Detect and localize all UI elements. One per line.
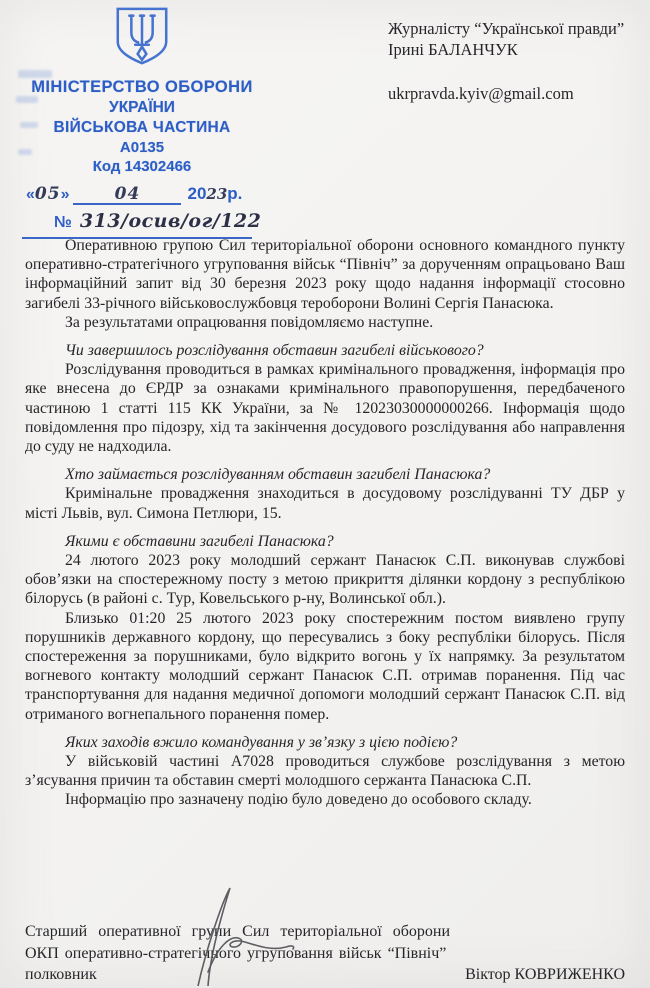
intro-paragraph: За результатами опрацювання повідомляємо наступне. — [65, 313, 434, 331]
stamp-smudge — [16, 96, 38, 103]
stamp-unit-number: А0135 — [119, 139, 165, 156]
month-underline — [73, 185, 181, 205]
stamp-smudge — [20, 122, 38, 128]
answer-paragraph: У військовій частині А7028 проводиться службове розслідування з метою з’ясування причин та обставин смерті молодшого сержанта Панасюка С.П. — [25, 753, 625, 790]
trident-coat-of-arms-icon — [109, 6, 175, 68]
answer-paragraph: Близько 01:20 25 лютого 2023 року спостережним постом виявлено групу порушників державного кордону, що пересувались з боку республіки білорусь. Після спостереження за порушниками, було відкрито вогонь у їх напрямку. За результатом вогневого контакту молодший сержант Панасюк С.П. отримав поранення. Під час транспортування для надання медичної допомоги молодший сержант Панасюк С.П. від отриманого вогнепального поранення помер. — [25, 609, 625, 723]
question-line: Чи завершилось розслідування обставин загибелі військового? — [65, 342, 484, 360]
date-open-quote: « — [26, 186, 35, 203]
date-close-quote: » — [60, 186, 70, 203]
question-line: Хто займається розслідуванням обставин загибелі Панасюка? — [65, 466, 491, 484]
question-line: Якими є обставини загибелі Панасюка? — [65, 532, 334, 550]
handwritten-signature-icon — [168, 886, 318, 986]
signer-name: Віктор КОВРИЖЕНКО — [465, 966, 625, 983]
military-unit-stamp — [16, 4, 268, 239]
intro-paragraph: Оперативною групою Сил територіальної оборони основного командного пункту оперативно-стратегічного угруповання військ “Північ” за дорученням опрацьовано Ваш інформаційний запит від 30 березня 2023 року щодо надання інформації стосовно загибелі 33-річного військовослужбовця тероборони Волині Сергія Панасюка. — [25, 237, 625, 312]
question-line: Яких заходів вжило командування у зв’язку з цією подією? — [65, 733, 458, 751]
handwritten-month: 04 — [114, 184, 141, 204]
handwritten-year: 23 — [206, 185, 228, 203]
answer-paragraph: Розслідування проводиться в рамках кримінального провадження, інформація про яке внесена до ЄРДР за ознаками кримінального правопорушення, передбаченого частиною 1 статті 115 КК України, за № 12023030000000266. Інформація щодо повідомлення про підозру, хід та закінчення досудового розслідування або направлення до суду не надходила. — [25, 361, 625, 456]
year-suffix: р. — [227, 184, 243, 203]
recipient-name: Ірині БАЛАНЧУК — [388, 40, 518, 59]
handwritten-day: 05 — [34, 184, 61, 204]
answer-paragraph: Інформацію про зазначену подію було доведено до особового складу. — [65, 791, 532, 809]
signer-rank: полковник — [25, 966, 97, 983]
stamp-number-row — [16, 210, 268, 237]
stamp-org-line3: ВІЙСЬКОВА ЧАСТИНА — [53, 119, 231, 136]
recipient-email: ukrpravda.kyiv@gmail.com — [388, 84, 574, 103]
printed-year-prefix: 20 — [187, 184, 207, 203]
stamp-org-line1: МІНІСТЕРСТВО ОБОРОНИ — [31, 78, 253, 96]
handwritten-document-number: 313/осив/ог/122 — [79, 210, 262, 232]
answer-paragraph: 24 лютого 2023 року молодший сержант Панасюк С.П. виконував службові обов’язки на спостережному посту з метою прикриття ділянки кордону з республікою білорусь (в районі с. Тур, Ковельського р-ну, Волинської обл.). — [25, 552, 625, 608]
recipient-title: Журналісту “Української правди” — [388, 19, 625, 38]
signer-position-line2: ОКП оперативно-стратегічного угруповання військ “Північ” — [25, 944, 447, 962]
answer-paragraph: Кримінальне провадження знаходиться в досудовому розслідуванні ТУ ДБР у місті Львів, вул. Симона Петлюри, 15. — [25, 485, 625, 522]
stamp-date-row — [16, 184, 268, 209]
letter-body — [25, 236, 625, 810]
stamp-smudge — [18, 149, 32, 155]
number-sign: № — [54, 214, 72, 231]
stamp-smudge — [18, 70, 52, 78]
stamp-org-line2: УКРАЇНИ — [109, 99, 175, 116]
stamp-unit-code: Код 14302466 — [92, 158, 192, 175]
signature-block — [25, 921, 625, 986]
signer-position-line1: Старший оперативної групи Сил територіальної оборони — [25, 923, 451, 940]
recipient-block — [388, 18, 633, 104]
